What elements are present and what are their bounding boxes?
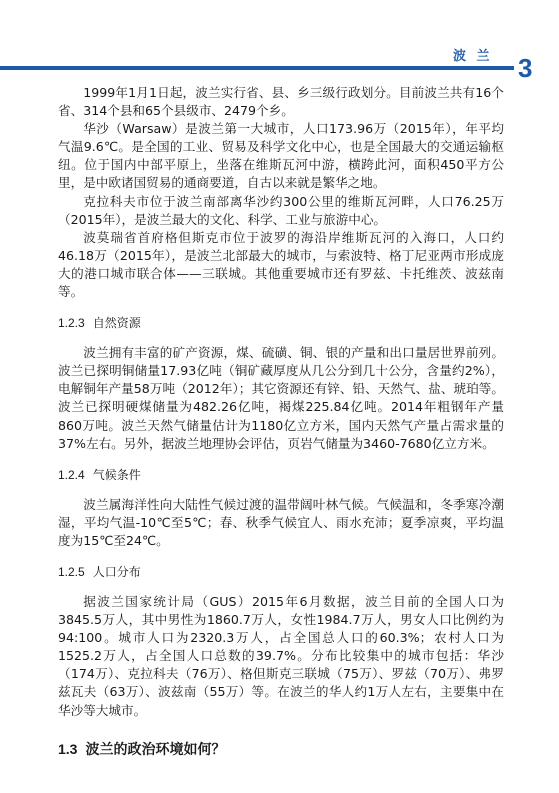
paragraph-population: 据波兰国家统计局（GUS）2015年6月数据，波兰目前的全国人口为3845.5万人，其中男性为1860.7万人，女性1984.7万人，男女人口比例约为94:100。城市人口为2320.3万人，占全国总人口的60.3%；农村人口为1525.2万人，占全国人口总数的39.7%。分布比较集中的城市包括：华沙（174万）、克拉科夫（76万）、格但斯克三联城（75万）、罗兹（70万）、弗罗兹瓦夫（63万）、波兹南（55万）等。在波兰的华人约1万人左右，主要集中在华沙等大城市。 (58, 593, 504, 718)
page-body (58, 84, 504, 759)
section-heading-natural-resources: 1.2.3 自然资源 (58, 316, 141, 331)
paragraph-natural-resources: 波兰拥有丰富的矿产资源，煤、硫磺、铜、银的产量和出口量居世界前列。波兰已探明铜储量17.93亿吨（铜矿藏厚度从几公分到几十公分，含量约2%），电解铜年产量58万吨（2012年）；其它资源还有锌、铅、天然气、盐、琥珀等。波兰已探明硬煤储量为482.26亿吨，褐煤225.84亿吨。2014年粗钢年产量860万吨。波兰天然气储量估计为1180亿立方米，国内天然气产量占需求量的37%左右。另外，据波兰地理协会评估，页岩气储量为3460-7680亿立方米。 (58, 345, 504, 451)
section-heading-climate: 1.2.4 气候条件 (58, 467, 141, 482)
running-header-title: 波 兰 (453, 49, 493, 64)
paragraph-krakow: 克拉科夫市位于波兰南部离华沙约300公里的维斯瓦河畔，人口76.25万（2015年），是波兰最大的文化、科学、工业与旅游中心。 (58, 193, 504, 227)
section-heading-population: 1.2.5 人口分布 (58, 564, 141, 579)
paragraph-climate: 波兰属海洋性向大陆性气候过渡的温带阔叶林气候。气候温和，冬季寒冷潮湿，平均气温-10℃至5℃；春、秋季气候宜人、雨水充沛；夏季凉爽，平均温度为15℃至24℃。 (58, 496, 504, 548)
header-rule (0, 66, 514, 70)
paragraph-admin-divisions: 1999年1月1日起，波兰实行省、县、乡三级行政划分。目前波兰共有16个省、314个县和65个县级市、2479个乡。 (58, 85, 504, 119)
page-number: 3 (518, 53, 533, 83)
section-heading-political-environment: 1.3 波兰的政治环境如何？ (58, 740, 226, 758)
paragraph-warsaw: 华沙（Warsaw）是波兰第一大城市，人口173.96万（2015年），年平均气温9.6℃。是全国的工业、贸易及科学文化中心，也是全国最大的交通运输枢纽。位于国内中部平原上，坐落在维斯瓦河中游，横跨此河，面积450平方公里，是中欧诸国贸易的通商要道，自古以来就是繁华之地。 (58, 121, 504, 191)
paragraph-gdansk: 波莫瑞省首府格但斯克市位于波罗的海沿岸维斯瓦河的入海口，人口约46.18万（2015年），是波兰北部最大的城市，与索波特、格丁尼亚两市形成庞大的港口城市联合体——三联城。其他重要城市还有罗兹、卡托维茨、波兹南等。 (58, 229, 504, 300)
